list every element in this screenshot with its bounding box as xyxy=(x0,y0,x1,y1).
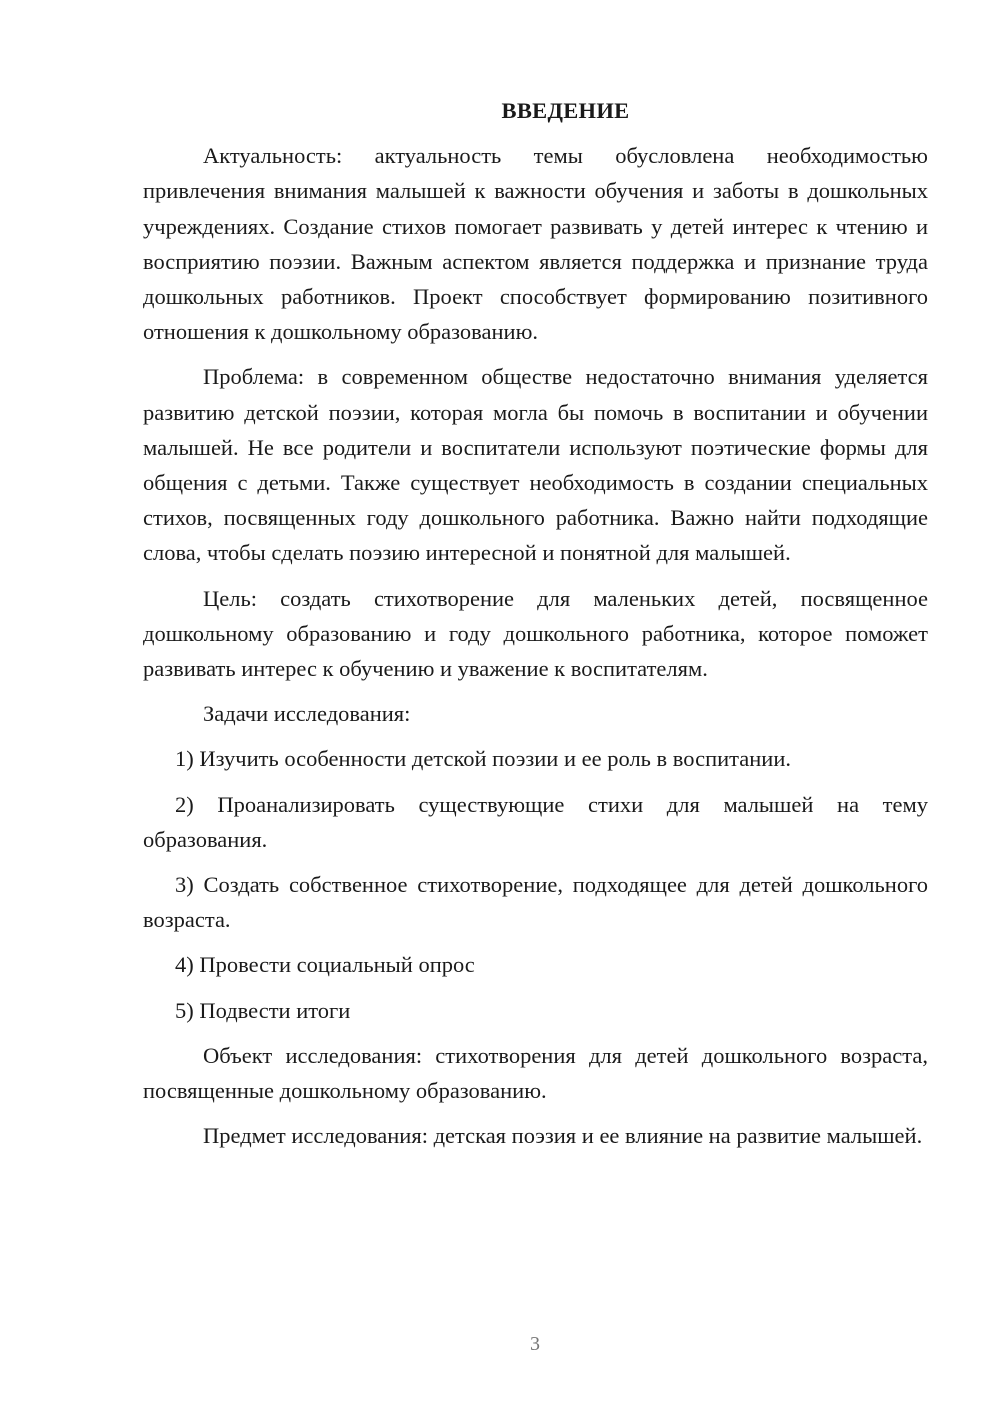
goal-paragraph: Цель: создать стихотворение для маленьких детей, посвященное дошкольному образованию и году дошкольного работника, которое поможет развивать интерес к обучению и уважение к воспитателям. xyxy=(143,585,928,682)
page-content xyxy=(143,93,928,1163)
object-paragraph: Объект исследования: стихотворения для детей дошкольного возраста, посвященные дошкольному образованию. xyxy=(143,1042,928,1104)
task-item: 2) Проанализировать существующие стихи для малышей на тему образования. xyxy=(143,791,928,852)
problem-paragraph: Проблема: в современном обществе недостаточно внимания уделяется развитию детской поэзии, которая могла бы помочь в воспитании и обучении малышей. Не все родители и воспитатели используют поэтические формы для общения с детьми. Также существует необходимость в создании специальных стихов, посвященных году дошкольного работника. Важно найти подходящие слова, чтобы сделать поэзию интересной и понятной для малышей. xyxy=(143,364,928,566)
section-title: ВВЕДЕНИЕ xyxy=(501,98,630,123)
subject-paragraph: Предмет исследования: детская поэзия и ее влияние на развитие малышей. xyxy=(203,1123,923,1149)
task-item: 1) Изучить особенности детской поэзии и ее роль в воспитании. xyxy=(175,746,791,772)
page-number: 3 xyxy=(530,1333,540,1355)
tasks-heading: Задачи исследования: xyxy=(203,701,411,727)
relevance-paragraph: Актуальность: актуальность темы обусловлена необходимостью привлечения внимания малышей к важности обучения и заботы в дошкольных учреждениях. Создание стихов помогает развивать у детей интерес к чтению и восприятию поэзии. Важным аспектом является поддержка и признание труда дошкольных работников. Проект способствует формированию позитивного отношения к дошкольному образованию. xyxy=(143,143,928,345)
task-item: 5) Подвести итоги xyxy=(175,997,351,1023)
task-item: 4) Провести социальный опрос xyxy=(175,952,475,978)
task-item: 3) Создать собственное стихотворение, подходящее для детей дошкольного возраста. xyxy=(143,872,928,933)
